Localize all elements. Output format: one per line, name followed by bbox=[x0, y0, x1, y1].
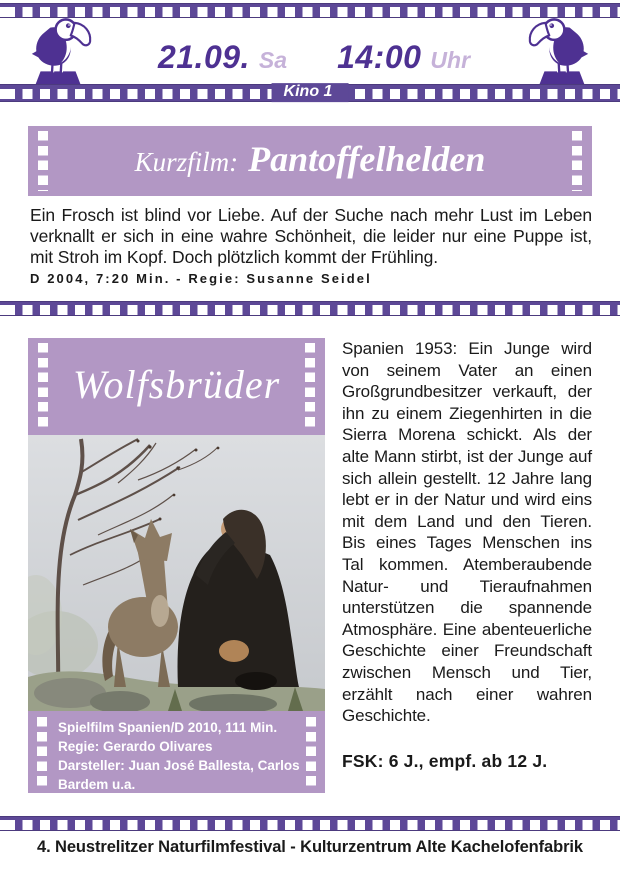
fsk-rating: FSK: 6 J., empf. ab 12 J. bbox=[342, 750, 548, 771]
film2-caption-box bbox=[28, 711, 325, 793]
time-text: 14:00 bbox=[337, 39, 422, 75]
time-unit-text: Uhr bbox=[430, 47, 471, 73]
film2-photo bbox=[28, 435, 325, 711]
film2-right-column bbox=[342, 338, 592, 793]
caption-line-format: Spielfilm Spanien/D 2010, 111 Min. bbox=[58, 720, 278, 735]
film1-title: Pantoffelhelden bbox=[248, 139, 486, 179]
caption-line-cast: Darsteller: Juan José Ballesta, Carlos Bardem u.a. bbox=[58, 758, 300, 792]
filmstrip-bottom bbox=[0, 816, 620, 831]
filmstrip-divider bbox=[0, 301, 620, 316]
film1-description: Ein Frosch ist blind vor Liebe. Auf der Suche nach mehr Lust im Leben verknallt er sich in eine wahre Schönheit, die leider nur eine Puppe ist, mit Stroh im Kopf. Doch plötzlich kommt der Frühling. bbox=[30, 205, 592, 267]
film1-credits: D 2004, 7:20 Min. - Regie: Susanne Seidel bbox=[30, 271, 372, 286]
toucan-icon bbox=[524, 17, 596, 85]
film1-title-prefix: Kurzfilm: bbox=[134, 147, 239, 177]
film2-description: Spanien 1953: Ein Junge wird von seinem Vater an einen Großgrundbesitzer verkauft, der ihn zu einem Ziegenhirten in die Sierra Morena schickt. Als der alte Mann stirbt, ist der Junge auf sich allein gestellt. 12 Jahre lang lebt er in der Natur und wird eins mit dem Land und den Tieren. Bis eines Tages Menschen ins Tal kommen. Atemberaubende Natur- und Tieraufnahmen unterstützen die spannende Atmosphäre. Eine abenteuerliche Geschichte einer Freundschaft zwischen Mensch und Tier, erzählt nach einer wahren Geschichte. bbox=[342, 339, 592, 726]
filmstrip-top bbox=[0, 3, 620, 18]
filmstrip-kino bbox=[0, 84, 620, 102]
day-text: Sa bbox=[258, 47, 288, 73]
film2-title: Wolfsbrüder bbox=[72, 362, 281, 407]
time-group bbox=[337, 39, 470, 76]
caption-line-director: Regie: Gerardo Olivares bbox=[58, 739, 213, 754]
film2-section bbox=[28, 338, 592, 793]
film1-title-banner bbox=[28, 126, 592, 196]
film2-title-banner bbox=[28, 338, 325, 435]
date-group bbox=[158, 39, 287, 76]
footer-text: 4. Neustrelitzer Naturfilmfestival - Kulturzentrum Alte Kachelofenfabrik bbox=[37, 838, 583, 856]
film2-left-column bbox=[28, 338, 325, 793]
datetime bbox=[158, 39, 470, 84]
toucan-icon bbox=[24, 17, 96, 85]
screen-label: Kino 1 bbox=[272, 83, 349, 102]
date-text: 21.09. bbox=[157, 39, 250, 75]
header bbox=[0, 18, 620, 84]
